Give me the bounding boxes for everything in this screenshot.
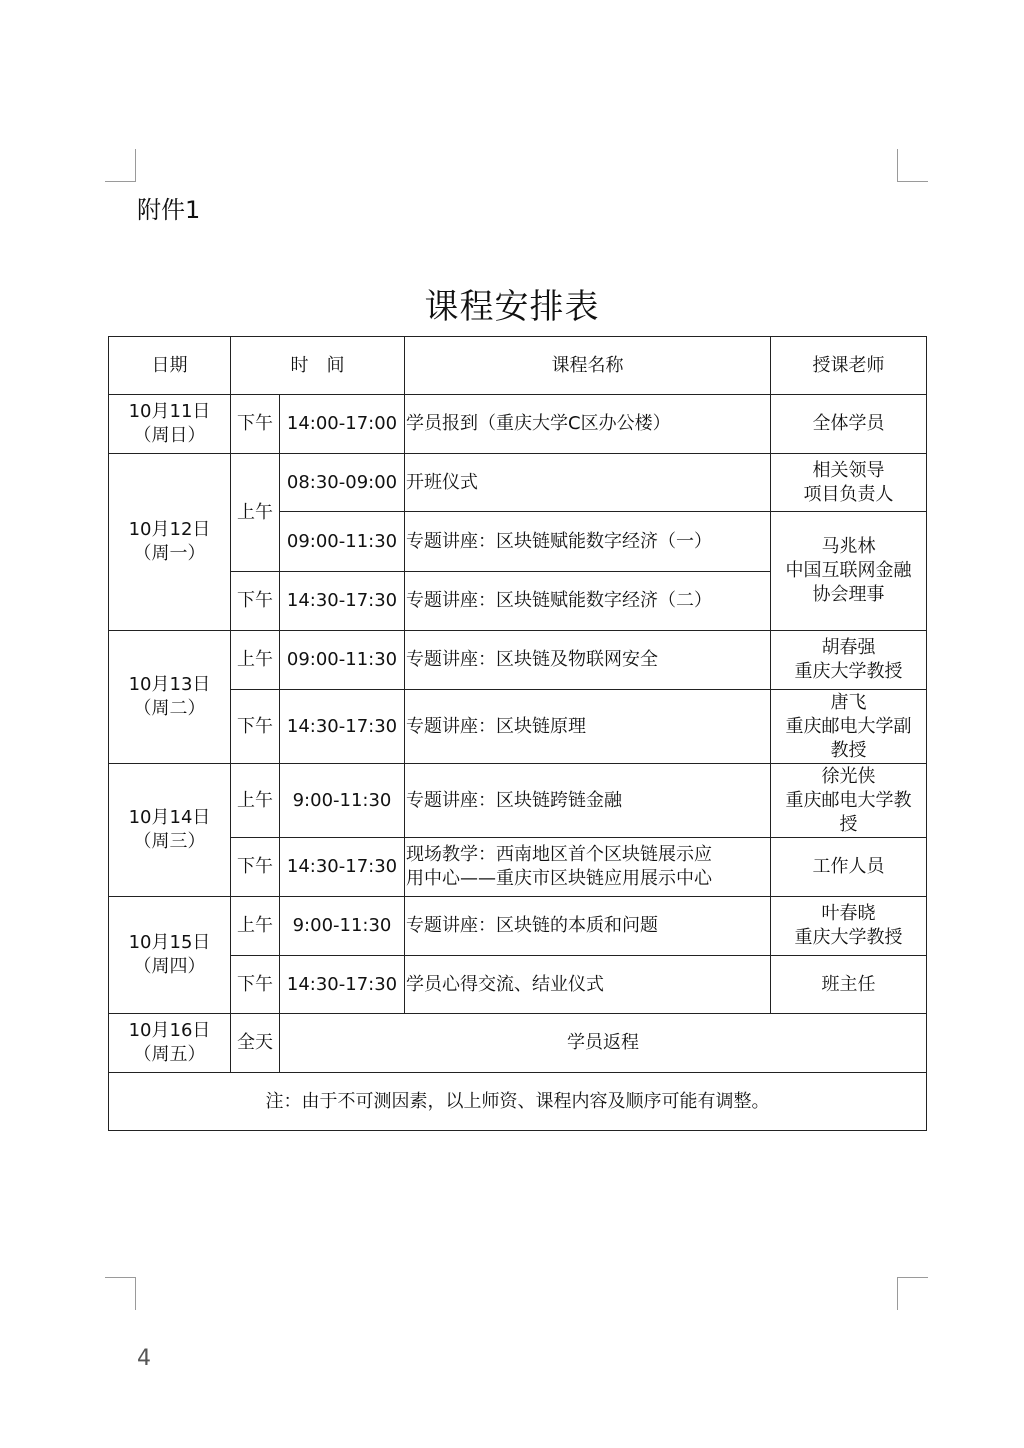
course-cell: 学员报到（重庆大学C区办公楼） — [405, 395, 771, 454]
teacher-line: 相关领导 — [812, 459, 885, 481]
teacher-cell — [771, 690, 927, 764]
teacher-line: 项目负责人 — [803, 483, 894, 505]
date-cell — [109, 764, 231, 897]
teacher-line: 重庆邮电大学副 — [785, 715, 912, 737]
header-date: 日期 — [109, 337, 231, 395]
time-cell: 14:30-17:30 — [280, 572, 405, 631]
course-cell — [405, 838, 771, 897]
table-row — [109, 395, 927, 454]
period-cell: 下午 — [231, 956, 280, 1014]
course-cell: 学员心得交流、结业仪式 — [405, 956, 771, 1014]
teacher-line: 马兆林 — [821, 536, 876, 557]
date-text: 10月11日 — [128, 401, 211, 422]
course-cell: 专题讲座：区块链赋能数字经济（二） — [405, 572, 771, 631]
teacher-line: 叶春晓 — [821, 903, 876, 924]
teacher-line: 班主任 — [821, 973, 876, 995]
teacher-cell — [771, 838, 927, 897]
header-course: 课程名称 — [405, 337, 771, 395]
note-row — [109, 1073, 927, 1131]
teacher-line: 重庆大学教授 — [794, 927, 903, 948]
date-text: 10月13日 — [128, 674, 211, 695]
teacher-line: 重庆邮电大学教 — [785, 789, 912, 811]
activity-cell: 学员返程 — [280, 1014, 927, 1073]
teacher-line: 胡春强 — [821, 637, 876, 658]
crop-mark-top-right — [897, 149, 928, 182]
time-cell: 09:00-11:30 — [280, 512, 405, 572]
teacher-cell — [771, 631, 927, 690]
period-cell: 上午 — [231, 454, 280, 572]
date-cell — [109, 897, 231, 1014]
time-cell: 9:00-11:30 — [280, 764, 405, 838]
period-cell: 下午 — [231, 838, 280, 897]
crop-mark-bottom-left — [105, 1277, 136, 1310]
period-cell: 全天 — [231, 1014, 280, 1073]
period-cell: 下午 — [231, 395, 280, 454]
time-cell: 9:00-11:30 — [280, 897, 405, 956]
date-text: 10月12日 — [128, 519, 211, 540]
crop-mark-top-left — [105, 149, 136, 182]
teacher-line: 唐飞 — [830, 691, 867, 713]
weekday-text: （周二） — [133, 698, 206, 719]
time-cell: 14:30-17:30 — [280, 956, 405, 1014]
period-cell: 上午 — [231, 764, 280, 838]
table-row — [109, 764, 927, 838]
teacher-cell — [771, 395, 927, 454]
header-time: 时 间 — [231, 337, 405, 395]
course-cell: 专题讲座：区块链赋能数字经济（一） — [405, 512, 771, 572]
teacher-line: 协会理事 — [812, 584, 885, 605]
weekday-text: （周三） — [133, 831, 206, 852]
teacher-line: 重庆大学教授 — [794, 661, 903, 682]
period-cell: 上午 — [231, 631, 280, 690]
weekday-text: （周四） — [133, 956, 206, 977]
date-cell — [109, 454, 231, 631]
header-teacher: 授课老师 — [771, 337, 927, 395]
teacher-line: 全体学员 — [812, 413, 885, 434]
weekday-text: （周一） — [133, 543, 206, 564]
teacher-cell — [771, 764, 927, 838]
table-row — [109, 631, 927, 690]
teacher-line: 教授 — [830, 739, 867, 761]
time-cell: 14:30-17:30 — [280, 690, 405, 764]
time-cell: 14:30-17:30 — [280, 838, 405, 897]
teacher-cell — [771, 512, 927, 631]
teacher-cell — [771, 897, 927, 956]
date-text: 10月15日 — [128, 932, 211, 953]
date-cell — [109, 631, 231, 764]
teacher-cell — [771, 956, 927, 1014]
page-title: 课程安排表 — [424, 287, 600, 327]
course-cell: 专题讲座：区块链原理 — [405, 690, 771, 764]
table-row — [109, 690, 927, 764]
period-cell: 下午 — [231, 690, 280, 764]
course-cell: 专题讲座：区块链及物联网安全 — [405, 631, 771, 690]
table-row — [109, 454, 927, 512]
teacher-cell — [771, 454, 927, 512]
header-row — [109, 337, 927, 395]
weekday-text: （周五） — [133, 1044, 206, 1065]
schedule-table — [108, 336, 927, 1131]
course-cell: 专题讲座：区块链跨链金融 — [405, 764, 771, 838]
teacher-line: 徐光侠 — [821, 765, 876, 787]
crop-mark-bottom-right — [897, 1277, 928, 1310]
period-cell: 上午 — [231, 897, 280, 956]
table-row — [109, 838, 927, 897]
course-line: 现场教学：西南地区首个区块链展示应 — [406, 844, 712, 865]
course-cell: 专题讲座：区块链的本质和问题 — [405, 897, 771, 956]
course-cell: 开班仪式 — [405, 454, 771, 512]
table-row — [109, 897, 927, 956]
period-cell: 下午 — [231, 572, 280, 631]
date-cell — [109, 395, 231, 454]
date-cell — [109, 1014, 231, 1073]
teacher-line: 工作人员 — [812, 856, 885, 877]
attachment-label: 附件1 — [137, 196, 201, 224]
time-cell: 14:00-17:00 — [280, 395, 405, 454]
page-number: 4 — [137, 1346, 151, 1371]
teacher-line: 中国互联网金融 — [785, 560, 912, 581]
course-line: 用中心——重庆市区块链应用展示中心 — [406, 868, 712, 889]
date-text: 10月16日 — [128, 1020, 211, 1041]
table-row — [109, 1014, 927, 1073]
time-cell: 09:00-11:30 — [280, 631, 405, 690]
date-text: 10月14日 — [128, 807, 211, 828]
weekday-text: （周日） — [133, 425, 206, 446]
table-row — [109, 956, 927, 1014]
note-text: 注：由于不可测因素，以上师资、课程内容及顺序可能有调整。 — [109, 1073, 927, 1131]
teacher-line: 授 — [839, 813, 858, 835]
time-cell: 08:30-09:00 — [280, 454, 405, 512]
